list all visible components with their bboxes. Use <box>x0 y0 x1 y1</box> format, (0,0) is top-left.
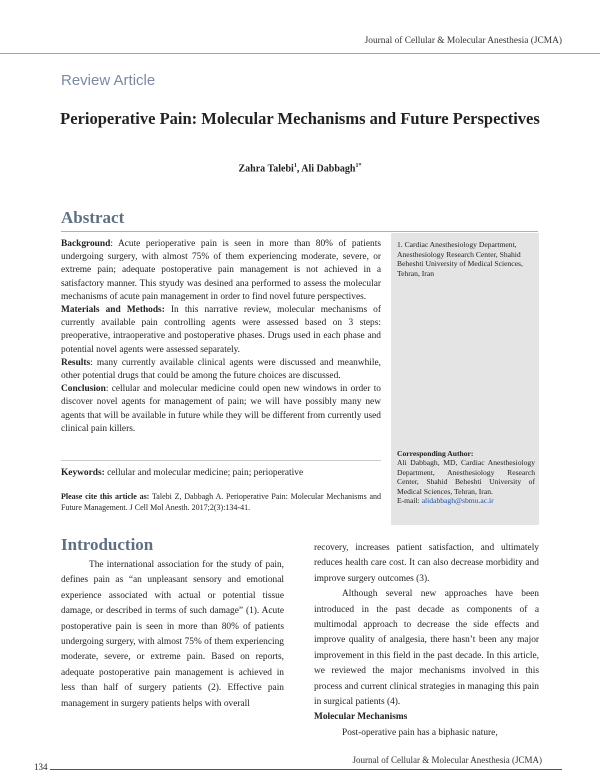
article-title: Perioperative Pain: Molecular Mechanisms and Future Perspectives <box>60 109 540 128</box>
corresponding-label: Corresponding Author: <box>397 449 474 458</box>
email-label: E-mail: <box>397 496 422 506</box>
corresponding-author <box>397 449 535 505</box>
intro-right-column <box>314 541 539 741</box>
footer-rule <box>36 769 562 770</box>
methods-label: Materials and Methods: <box>61 305 165 316</box>
abstract-results <box>61 357 381 383</box>
conclusion-text: : cellular and molecular medicine could open new windows in order to discover novel agents for management of pain; we will have possibly many new agents that will be available in future while they will be different from currently used clinical pain killers. <box>61 384 381 434</box>
molecular-mechanisms-heading: Molecular Mechanisms <box>314 712 408 723</box>
citation-label: Please cite this article as: <box>61 492 150 501</box>
citation <box>61 492 381 513</box>
abstract-conclusion <box>61 383 381 436</box>
abstract-rule <box>61 231 538 232</box>
intro-paragraph-2: Although several new approaches have been introduced in the past decade as components of a multimodal approach to decrease the side effects and improve quality of analgesia, there hasn’t been any major improvement in this field in the past decade. In this article, we reviewed the major mechanisms involved in this process and current clinical strategies in managing this pain in surgical patients (4). <box>314 589 539 708</box>
results-text: : many currently available clinical agents were discussed and meanwhile, other potential drugs that could be among the future choices are discussed. <box>61 357 381 382</box>
keywords-text: cellular and molecular medicine; pain; perioperative <box>104 468 304 478</box>
running-footer: Journal of Cellular & Molecular Anesthesia (JCMA) <box>352 755 542 765</box>
background-text: : Acute perioperative pain is seen in more than 80% of patients undergoing surgery, with almost 75% of them experiencing moderate, severe, or extreme pain; adequate postoperative pain management is not achieved in a satisfactory manner. This styudy was desined ana performed to assess the molecular mechanisms of acute pain management in order to find novel future perspectives. <box>61 239 381 302</box>
author-1-affiliation: 1 <box>293 163 297 169</box>
author-line <box>60 163 540 174</box>
author-2: Ali Dabbagh <box>301 163 356 175</box>
header-rule <box>0 53 600 54</box>
background-label: Background <box>61 239 111 249</box>
keywords <box>61 468 381 478</box>
affiliation: 1. Cardiac Anesthesiology Department, Anesthesiology Research Center, Shahid Beheshti University of Medical Sciences, Tehran, Iran <box>397 240 523 278</box>
intro-paragraph-3: Post-operative pain has a biphasic nature, <box>342 727 498 738</box>
abstract-heading: Abstract <box>61 208 125 227</box>
keywords-label: Keywords: <box>61 468 105 478</box>
intro-left-column <box>61 558 284 712</box>
results-label: Results <box>61 357 91 368</box>
author-separator: , <box>296 163 302 175</box>
conclusion-label: Conclusion <box>61 384 106 395</box>
intro-paragraph-1-cont: recovery, increases patient satisfaction, and ultimately reduces health care cost. It can also decrease morbidity and improve surgery outcomes (3). <box>314 543 539 584</box>
email-link[interactable]: alidabbagh@sbmu.ac.ir <box>421 496 494 506</box>
abstract-methods <box>61 304 381 357</box>
author-1: Zahra Talebi <box>238 163 294 175</box>
article-type: Review Article <box>61 72 156 89</box>
abstract-background <box>61 238 381 304</box>
introduction-heading: Introduction <box>61 535 154 554</box>
intro-paragraph-1: The international association for the study of pain, defines pain as “an unpleasant sensory and emotional experience associated with actual or potential tissue damage, or described in terms of such damage” (1). Acute postoperative pain is seen in more than 80% of patients undergoing surgery, with almost 75% of them experiencing moderate, severe, or extreme pain. Based on reports, adequate postoperative pain management is achieved in less than half of surgery patients (2). Effective pain management in surgery patients helps with overall <box>61 560 284 709</box>
page-number: 134 <box>34 762 48 772</box>
citation-text: Talebi Z, Dabbagh A. Perioperative Pain: Molecular Mechanisms and Future Management. J Cell Mol Anesth. 2017;2(3):134-41. <box>61 492 381 512</box>
abstract-body <box>61 238 381 436</box>
corresponding-text: Ali Dabbagh, MD, Cardiac Anesthesiology Department, Anesthesiology Research Center, Shahid Beheshti University of Medical Sciences, Tehran, Iran. <box>397 458 535 496</box>
methods-text: In this narrative review, molecular mechanisms of currently available pain controlling agents were assessed based on 3 steps: preoperative, intraoperative and postoperative phases. Drugs used in each phase and potential novel agents were assessed separately. <box>61 305 381 355</box>
keywords-rule <box>61 460 381 461</box>
running-header: Journal of Cellular & Molecular Anesthesia (JCMA) <box>364 36 562 46</box>
author-2-affiliation: 1* <box>355 163 362 169</box>
